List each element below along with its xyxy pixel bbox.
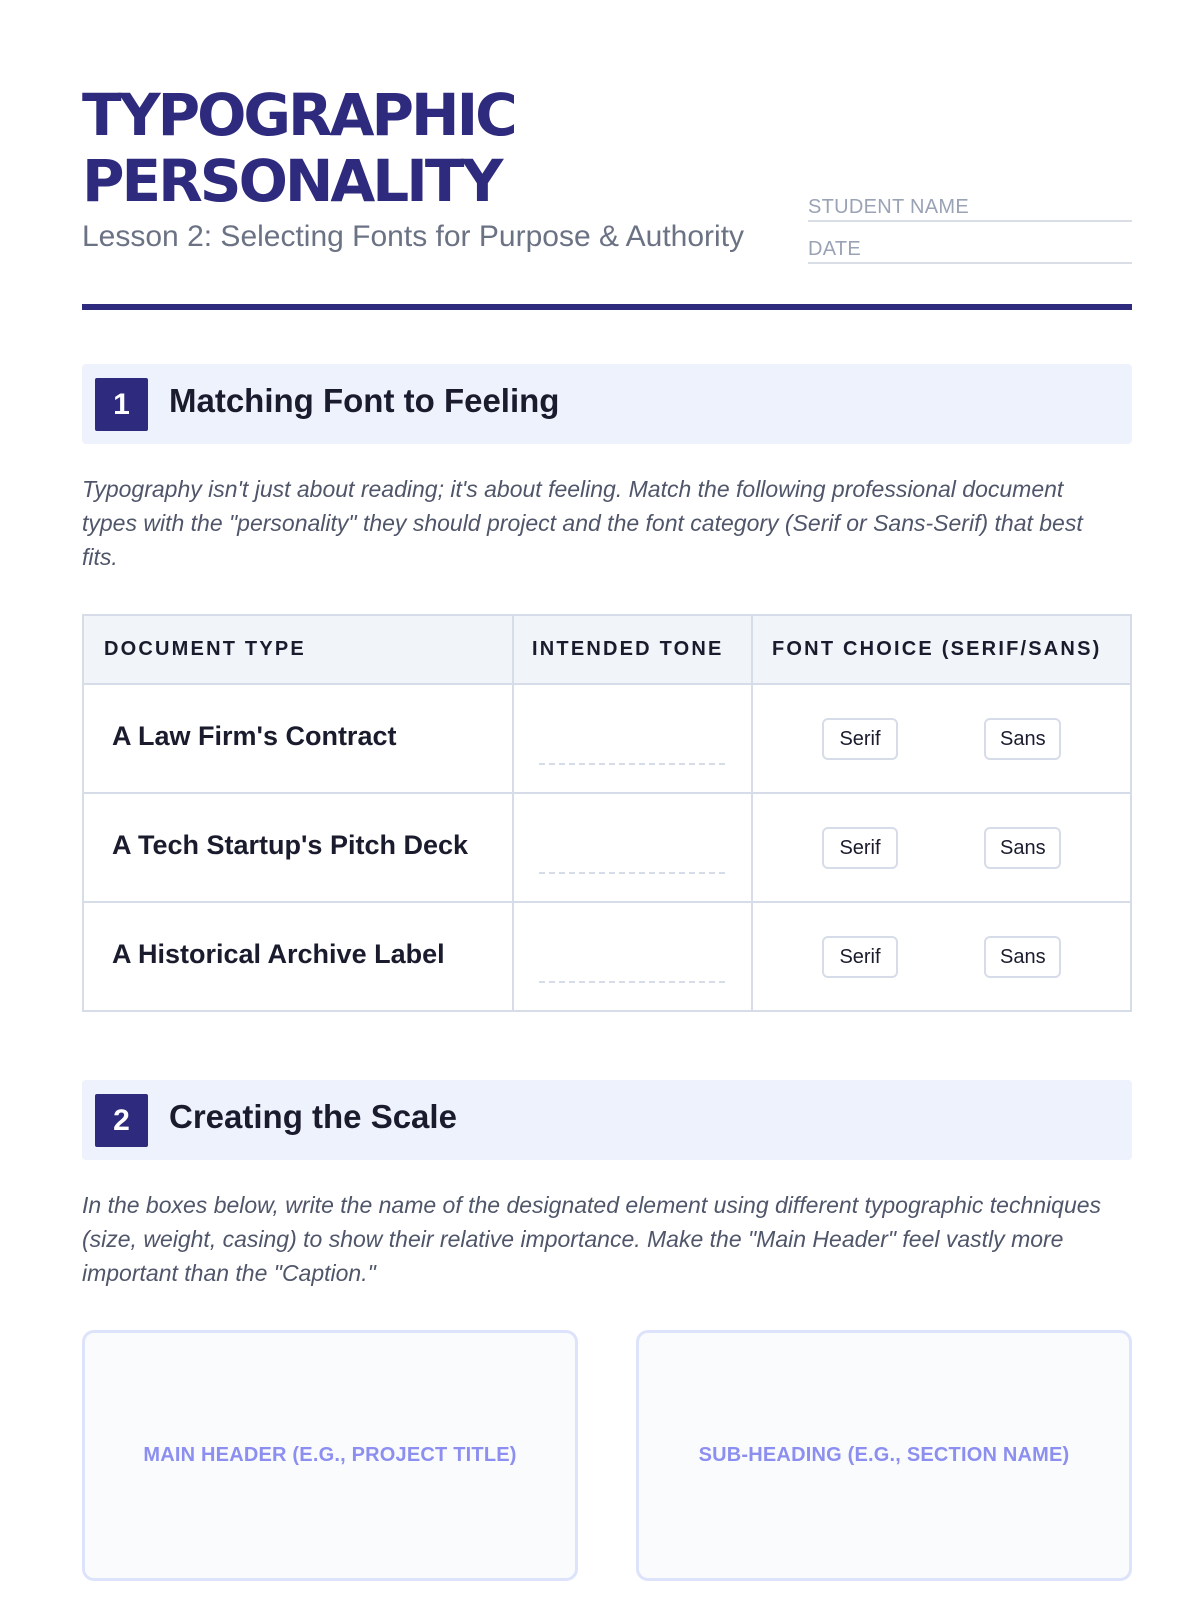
section-1-title: Matching Font to Feeling: [169, 382, 560, 419]
header-document-type: DOCUMENT TYPE: [104, 638, 306, 660]
section-2-title: Creating the Scale: [169, 1098, 457, 1135]
table-row: [84, 903, 1130, 1012]
serif-choice-button[interactable]: Serif: [822, 827, 898, 869]
worksheet-title: [82, 82, 515, 214]
title-line-2: PERSONALITY: [82, 147, 501, 215]
student-name-field[interactable]: STUDENT NAME: [808, 190, 1132, 222]
header-divider: [82, 304, 1132, 310]
sans-choice-button[interactable]: Sans: [984, 936, 1061, 978]
table-header-row: [84, 616, 1130, 685]
title-line-1: TYPOGRAPHIC: [82, 81, 515, 149]
sub-heading-box-label: SUB-HEADING (E.G., SECTION NAME): [698, 1444, 1070, 1466]
sans-choice-button[interactable]: Sans: [984, 718, 1061, 760]
table-row: [84, 685, 1130, 794]
tone-answer-line[interactable]: [539, 872, 725, 874]
section-1-number-badge: 1: [95, 378, 148, 431]
table-column-divider: [512, 616, 514, 1010]
section-1-header: [82, 364, 1132, 444]
main-header-box-label: MAIN HEADER (E.G., PROJECT TITLE): [143, 1444, 517, 1466]
section-1-instructions: Typography isn't just about reading; it's about feeling. Match the following professional document types with the "personality" they should project and the font category (Serif or Sans-Serif) that best fits.: [82, 476, 1083, 570]
table-row: [84, 794, 1130, 903]
section-2-number-badge: 2: [95, 1094, 148, 1147]
main-header-box[interactable]: [82, 1330, 578, 1581]
worksheet-header: [82, 82, 1132, 312]
sub-heading-box[interactable]: [636, 1330, 1132, 1581]
section-2-instructions: In the boxes below, write the name of the designated element using different typographic techniques (size, weight, casing) to show their relative importance. Make the "Main Header" feel vastly more important than the "Caption.": [82, 1192, 1102, 1286]
header-intended-tone: INTENDED TONE: [532, 638, 724, 660]
section-2-header: [82, 1080, 1132, 1160]
worksheet-page: [82, 0, 1132, 1600]
font-matching-table: [82, 614, 1132, 1012]
sans-choice-button[interactable]: Sans: [984, 827, 1061, 869]
serif-choice-button[interactable]: Serif: [822, 718, 898, 760]
document-type-cell: A Historical Archive Label: [112, 939, 445, 969]
tone-answer-line[interactable]: [539, 763, 725, 765]
header-font-choice: FONT CHOICE (SERIF/SANS): [772, 638, 1102, 660]
serif-choice-button[interactable]: Serif: [822, 936, 898, 978]
lesson-subtitle: Lesson 2: Selecting Fonts for Purpose & Authority: [82, 220, 745, 253]
document-type-cell: A Law Firm's Contract: [112, 721, 397, 751]
table-column-divider: [751, 616, 753, 1010]
document-type-cell: A Tech Startup's Pitch Deck: [112, 830, 469, 860]
tone-answer-line[interactable]: [539, 981, 725, 983]
date-field[interactable]: DATE: [808, 232, 1132, 264]
